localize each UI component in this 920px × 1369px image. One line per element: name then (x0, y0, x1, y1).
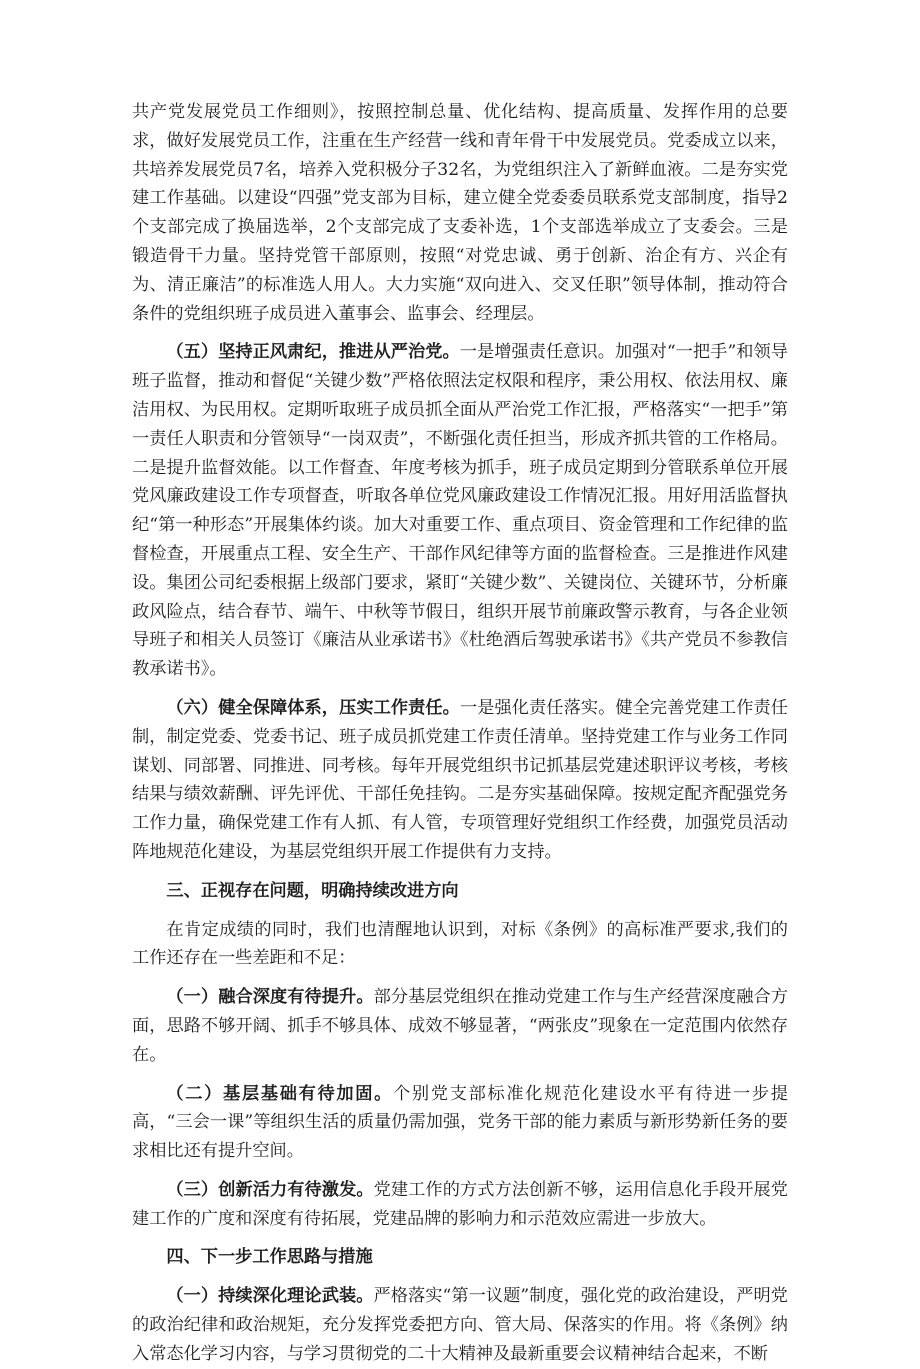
paragraph-lead: （二）基层基础有待加固。 (166, 1083, 394, 1104)
heading-text: 四、下一步工作思路与措施 (166, 1247, 373, 1268)
paragraph-lead: （一）持续深化理论武装。 (166, 1286, 374, 1307)
paragraph-body: 一是强化责任落实。健全完善党建工作责任制，制定党委、党委书记、班子成员抓党建工作责任清单。坚持党建工作与业务工作同谋划、同部署、同推进、同考核。每年开展党组织书记抓基层党建述职评议考核，考核结果与绩效薪酬、评先评优、干部任免挂钩。二是夯实基础保障。按规定配齐配强党务工作力量，确保党建工作有人抓、有人管，专项管理好党组织工作经费，加强党员活动阵地规范化建设，为基层党组织开展工作提供有力支持。 (132, 697, 788, 862)
paragraph-continued (132, 98, 788, 328)
paragraph-problem-3 (132, 1176, 788, 1234)
paragraph-section-5 (132, 338, 788, 684)
paragraph-problem-1 (132, 983, 788, 1069)
paragraph-measure-1 (132, 1282, 788, 1368)
paragraph-body: 严格落实“第一议题”制度，强化党的政治建设，严明党的政治纪律和政治规矩，充分发挥党委把方向、管大局、保落实的作用。将《条例》纳入常态化学习内容，与学习贯彻党的二十大精神及最新重要会议精神结合起来，不断 (132, 1286, 788, 1364)
paragraph-lead: （六）健全保障体系，压实工作责任。 (166, 697, 460, 718)
heading-text: 三、正视存在问题，明确持续改进方向 (166, 880, 459, 901)
paragraph-body: 一是增强责任意识。加强对“一把手”和领导班子监督，推动和督促“关键少数”严格依照法定权限和程序，秉公用权、依法用权、廉洁用权、为民用权。定期听取班子成员抓全面从严治党工作汇报，严格落实“一把手”第一责任人职责和分管领导“一岗双责”，不断强化责任担当，形成齐抓共管的工作格局。二是提升监督效能。以工作督查、年度考核为抓手，班子成员定期到分管联系单位开展党风廉政建设工作专项督查，听取各单位党风廉政建设工作情况汇报。用好用活监督执纪“第一种形态”开展集体约谈。加大对重要工作、重点项目、资金管理和工作纪律的监督检查，开展重点工程、安全生产、干部作风纪律等方面的监督检查。三是推进作风建设。集团公司纪委根据上级部门要求，紧盯“关键少数”、关键岗位、关键环节，分析廉政风险点，结合春节、端午、中秋等节假日，组织开展节前廉政警示教育，与各企业领导班子和相关人员签订《廉洁从业承诺书》《杜绝酒后驾驶承诺书》《共产党员不参教信教承诺书》。 (132, 342, 788, 680)
paragraph-body: 部分基层党组织在推动党建工作与生产经营深度融合方面，思路不够开阔、抓手不够具体、成效不够显著，“两张皮”现象在一定范围内依然存在。 (132, 987, 788, 1065)
paragraph-body: 在肯定成绩的同时，我们也清醒地认识到，对标《条例》的高标准严要求,我们的工作还存在一些差距和不足： (132, 919, 788, 969)
section-heading-4 (132, 1243, 788, 1272)
paragraph-lead: （五）坚持正风肃纪，推进从严治党。 (166, 342, 460, 363)
paragraph-section-6 (132, 694, 788, 867)
paragraph-body: 党建工作的方式方法创新不够，运用信息化手段开展党建工作的广度和深度有待拓展，党建品牌的影响力和示范效应需进一步放大。 (132, 1179, 788, 1229)
section-heading-3 (132, 877, 788, 906)
paragraph-lead: （一）融合深度有待提升。 (166, 987, 374, 1008)
paragraph-lead: （三）创新活力有待激发。 (166, 1179, 374, 1200)
paragraph-body: 共产党发展党员工作细则》，按照控制总量、优化结构、提高质量、发挥作用的总要求，做好发展党员工作，注重在生产经营一线和青年骨干中发展党员。党委成立以来，共培养发展党员7名，培养入党积极分子32名，为党组织注入了新鲜血液。二是夯实党建工作基础。以建设“四强”党支部为目标，建立健全党委委员联系党支部制度，指导2个支部完成了换届选举，2个支部完成了支委补选，1个支部选举成立了支委会。三是锻造骨干力量。坚持党管干部原则，按照“对党忠诚、勇于创新、治企有方、兴企有为、清正廉洁”的标准选人用人。大力实施“双向进入、交叉任职”领导体制，推动符合条件的党组织班子成员进入董事会、监事会、经理层。 (132, 102, 788, 324)
paragraph-intro-problems (132, 916, 788, 974)
paragraph-body: 个别党支部标准化规范化建设水平有待进一步提高，“三会一课”等组织生活的质量仍需加强，党务干部的能力素质与新形势新任务的要求相比还有提升空间。 (132, 1083, 788, 1162)
paragraph-problem-2 (132, 1080, 788, 1166)
